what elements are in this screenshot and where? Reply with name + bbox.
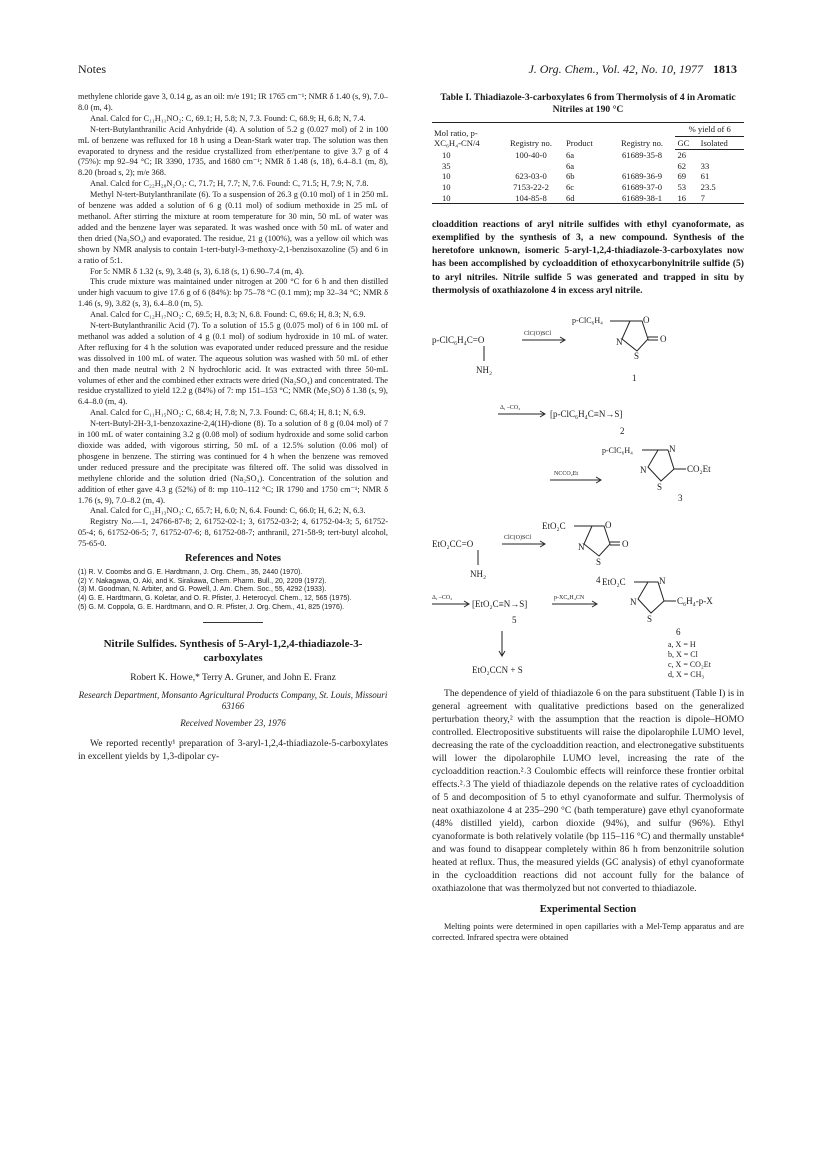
table-cell: 69: [677, 171, 687, 182]
received-date: Received November 23, 1976: [180, 718, 286, 729]
scheme-r1-reagent: ClC(O)SCl: [524, 330, 552, 337]
yield-table: [432, 122, 744, 204]
table-group-header: % yield of 6: [675, 123, 744, 137]
table-cell: [609, 161, 676, 172]
left-column: [78, 92, 388, 763]
table-header: Mol ratio, p-XC₆H₄-CN/4: [432, 123, 498, 150]
scheme-r1-nh2: NH₂: [476, 364, 493, 375]
table-cell: 104-85-8: [498, 193, 564, 204]
table-cell: 7153-22-2: [513, 181, 549, 192]
scheme-r5-reagent2: p-XC₆H₄CN: [554, 594, 585, 601]
table-cell: 6d: [564, 193, 609, 204]
article-title: Nitrile Sulfides. Synthesis of 5-Aryl-1,2,4-thiadiazole-3-carboxylates: [103, 638, 363, 665]
scheme-r6-S: S: [647, 613, 653, 624]
paragraph: methylene chloride gave 3, 0.14 g, as an oil: m/e 191; IR 1765 cm⁻¹; NMR δ 1.40 (s, 9), 7.0–8.0 (m, 4).: [78, 92, 388, 112]
scheme-r3-ester: CO₂Et: [687, 463, 711, 474]
table-header: Product: [564, 123, 609, 150]
scheme-ring: [648, 450, 674, 481]
references-list: [78, 569, 388, 613]
paragraph: N-tert-Butylanthranilic Acid (7). To a solution of 15.5 g (0.075 mol) of 6 in 100 mL of methanol was added a solution of 4 g (0.1 mol) of sodium hydroxide in 10 mL of water. After refluxing for 4 h the solution was evaporated under reduced pressure and the residue was dissolved in 100 mL of water. The aqueous solution was washed with 50 mL of ether and then made neutral with 2 N hydrochloric acid. It was extracted with three 50-mL volumes of ether and the combined ether extracts were dried (Na₂SO₄) and concentrated. The residue crystallized to yield 12.2 g (84%) of 7: mp 151–153 °C; NMR (Me₂SO) δ 1.38 (s, 9), 6.4–8.0 (m, 4).: [78, 321, 388, 407]
scheme-r3-S: S: [657, 481, 663, 492]
reference-item: (2) Y. Nakagawa, O. Aki, and K. Sirakawa, Chem. Pharm. Bull., 20, 2209 (1972).: [78, 577, 327, 585]
table-cell: [699, 150, 744, 161]
table-body: [432, 150, 744, 204]
scheme-r3-reagent: NCCO₂Et: [554, 470, 579, 477]
scheme-r5-num: 5: [512, 614, 517, 625]
paragraph: N-tert-Butyl-2H-3,1-benzoxazine-2,4(1H)-dione (8). To a solution of 8 g (0.04 mol) of 7 in 100 mL of water containing 3.2 g (0.08 mol) of sodium hydroxide and some solid carbon dioxide was added, with vigorous stirring, 50 mL of a 12.5% solution (0.06 mol) of phosgene in benzene. The stirring was continued for 4 h when the benzene was removed under reduced pressure and the precipitate was filtered off. The solid was dissolved in methylene chloride and the solution dried (Na₂SO₄). Concentration of the solution and addition of ether gave 4.3 g (52%) of 8: mp 110–112 °C; IR 1790 and 1750 cm⁻¹; NMR δ 1.76 (s, 9), 7.0–8.2 (m, 4).: [78, 419, 388, 505]
reference-item: (4) G. E. Hardtmann, G. Koletar, and O. R. Pfister, J. Heterocycl. Chem., 12, 565 (1975).: [78, 595, 352, 603]
journal-citation: J. Org. Chem., Vol. 42, No. 10, 1977: [528, 62, 703, 76]
table-cell: 623-03-0: [515, 171, 547, 182]
table-cell: 61689-36-9: [622, 171, 663, 182]
scheme-r1-N: N: [616, 336, 623, 347]
table-cell: 6a: [566, 149, 575, 160]
table-cell: 7: [699, 193, 744, 204]
paragraph: Anal. Calcd for C₁₂H₁₃NO₃: C, 65.7; H, 6.0; N, 6.4. Found: C, 66.0; H, 6.2; N, 6.3.: [90, 506, 366, 516]
scheme-ring: [622, 321, 648, 351]
scheme-r3-num: 3: [678, 492, 683, 503]
paragraph: Anal. Calcd for C₁₁H₁₅NO₂: C, 68.4; H, 7.8; N, 7.3. Found: C, 68.4; H, 8.1; N, 6.9.: [90, 408, 366, 418]
paragraph: The dependence of yield of thiadiazole 6 on the para substituent (Table I) is in general agreement with qualitative predictions based on the generalized perturbation theory,² with the assumption that the reaction is dipole–HOMO controlled. Electropositive substituents will raise the dipolarophile LUMO level, decreasing the rate of the cycloaddition reaction, and electronegative substituents will lower the dipolarophile LUMO level, increasing the rate of the cycloaddition reaction.²˒3 Coulombic effects will reinforce these frontier orbital effects.²˒3 The yield of thiadiazole depends on the relative rates of cycloaddition of 5 and decomposition of 5 to ethyl cyanoformate and sulfur. Thermolysis of neat oxathiazolone 4 at 235–290 °C (bath temperature) gave ethyl cyanoformate (48% distilled yield), carbon dioxide (94%), and sulfur (96%). Ethyl cyanoformate is both relatively volatile (bp 115–116 °C) and thermally unstable⁴ and was found to disappear completely within 86 h from benzonitrile solution heated at reflux. Thus, the measured yields (GC analysis) of ethyl cyanoformate in the cycloaddition reactions did not account fully for the balance of oxathiazolone that was thermolyzed but not converted to thiadiazole.: [432, 687, 744, 894]
paragraph: Anal. Calcd for C₁₂H₁₇NO₂: C, 69.5; H, 8.3; N, 6.8. Found: C, 69.6; H, 8.3; N, 6.9.: [90, 310, 366, 320]
scheme-r2-reagent: Δ, –CO₂: [500, 404, 521, 411]
table-cell: 26: [677, 150, 687, 161]
scheme-r1-carbonyl: O: [660, 333, 667, 344]
table-cell: 53: [677, 181, 687, 192]
scheme-decomposition: EtO₂CCN + S: [472, 664, 523, 675]
author-affiliation: Research Department, Monsanto Agricultural Products Company, St. Louis, Missouri 63166: [78, 690, 388, 712]
right-column: [432, 92, 744, 943]
table-cell: 100-40-0: [515, 149, 547, 160]
scheme-r3-N2: N: [640, 464, 647, 475]
table-cell: 10: [442, 149, 451, 160]
scheme-drawing: [432, 301, 744, 685]
table-cell: 61689-35-8: [622, 149, 663, 160]
scheme-ring: [584, 526, 610, 556]
scheme-r4-reagent: ClC(O)SCl: [504, 534, 532, 541]
table-cell: [498, 161, 564, 172]
scheme-r3-N1: N: [669, 443, 676, 454]
table-cell: 33: [700, 160, 710, 171]
divider: [203, 622, 263, 623]
running-header-journal: [528, 62, 737, 77]
table-cell: 61689-37-0: [622, 181, 663, 192]
scheme-r1-O: O: [643, 314, 650, 325]
intro-paragraph: We reported recently¹ preparation of 3-aryl-1,2,4-thiadiazole-5-carboxylates in excellent yields by 1,3-dipolar cy-: [78, 738, 388, 763]
table-cell: 23.5: [700, 181, 716, 192]
scheme-r6-legend-d: d, X = CH₃: [668, 669, 705, 679]
scheme-r5-reagent: Δ, –CO₂: [432, 594, 453, 601]
paragraph: Anal. Calcd for C₁₁H₁₁NO₂: C, 69.1; H, 5.8; N, 7.3. Found: C, 68.9; H, 6.8; N, 7.4.: [90, 113, 366, 123]
scheme-r1-left: p-ClC₆H₄C=O: [432, 334, 485, 345]
table-cell: 6b: [566, 171, 575, 182]
table-cell: 16: [675, 193, 698, 204]
scheme-r2-num: 2: [620, 425, 625, 436]
paragraph: For 5: NMR δ 1.32 (s, 9), 3.48 (s, 3), 6.18 (s, 1) 6.90–7.4 (m, 4).: [90, 266, 304, 276]
table-cell: 61: [700, 171, 710, 182]
table-cell: 61689-38-1: [609, 193, 676, 204]
paragraph: Methyl N-tert-Butylanthranilate (6). To a suspension of 26.3 g (0.10 mol) of 1 in 250 mL of benzene was added a solution of 6 g (0.11 mol) of sodium methoxide in 25 mL of methanol. After stirring the mixture at room temperature for 30 min, 50 mL of water was added and the benzene layer was separated. It was washed once with 50 mL of water and then dried (Na₂SO₄) and evaporated. The residue, 21 g (100%), was a yellow oil which was shown by NMR analysis to contain 1-tert-butyl-3-methoxy-2,1-benzisoxazoline (5) and 6 in a ratio of 5:1.: [78, 190, 388, 265]
table-caption: Table I. Thiadiazole-3-carboxylates 6 from Thermolysis of 4 in Aromatic Nitriles at 190 °C: [440, 92, 736, 115]
scheme-r4-N: N: [578, 541, 585, 552]
table-header: Registry no.: [609, 123, 676, 150]
table-row: [432, 161, 744, 172]
scheme-r4-nh2: NH₂: [470, 568, 487, 579]
scheme-r6-N2: N: [630, 596, 637, 607]
table-cell: 10: [442, 181, 451, 192]
reference-item: (5) G. M. Coppola, G. E. Hardtmann, and O. R. Pfister, J. Org. Chem., 41, 825 (1976).: [78, 603, 345, 611]
table-cell: 10: [442, 171, 451, 182]
table-row: [432, 150, 744, 161]
scheme-r4-carbonyl: O: [622, 538, 629, 549]
reference-item: (3) M. Goodman, N. Arbiter, and G. Powell, J. Am. Chem. Soc., 55, 4292 (1933).: [78, 586, 327, 594]
table-cell: 6c: [566, 181, 575, 192]
table-cell: 6a: [566, 160, 575, 171]
scheme-r4-S: S: [596, 556, 602, 567]
scheme-r1-sub: p-ClC₆H₄: [572, 315, 603, 325]
paragraph: This crude mixture was maintained under nitrogen at 200 °C for 6 h and then distilled under high vacuum to give 17.6 g of 6 (84%): bp 75–78 °C (0.1 mm); mp 32–34 °C; NMR δ 1.46 (s, 9), 3.82 (s, 3), 6.4–8.0 (m, 5).: [78, 277, 388, 309]
paragraph: N-tert-Butylanthranilic Acid Anhydride (4). A solution of 5.2 g (0.027 mol) of 2 in 100 mL of benzene was refluxed for 18 h using a Dean-Stark water trap. The solution was then evaporated to dryness and the residue crystallized from ether/pentane to give 3.7 g of 4 (75%): mp 92–94 °C; IR 3390, 1735, and 1680 cm⁻¹; NMR δ 1.48 (s, 18), 6.4–8.1 (m, 8), 8.20 (broad s, 2); m/e 368.: [78, 124, 388, 178]
scheme-r5-product: [EtO₂C≡N→S]: [472, 598, 528, 609]
registry-numbers: Registry No.—1, 24766-87-8; 2, 61752-02-1; 3, 61752-03-2; 4, 61752-04-3; 5, 61752-05-4; 6, 61752-06-5; 7, 61752-07-6; 8, 61752-08-7; anthranil, 271-58-9; tert-butyl alcohol, 75-65-0.: [78, 517, 388, 549]
references-heading: References and Notes: [184, 553, 282, 565]
paragraph: Anal. Calcd for C₂₂H₂₈N₂O₃: C, 71.7; H, 7.7; N, 7.6. Found: C, 71.5; H, 7.9; N, 7.8.: [90, 179, 369, 189]
table-cell: 35: [442, 160, 451, 171]
scheme-r4-sub: EtO₂C: [542, 520, 566, 531]
running-header-section: Notes: [78, 62, 106, 76]
scheme-r3-sub: p-ClC₆H₄: [602, 445, 633, 455]
table-row: [432, 182, 744, 193]
page-number: 1813: [713, 62, 737, 76]
table-header: GC: [675, 136, 698, 150]
table-header: Isolated: [699, 136, 744, 150]
scheme-r1-num: 1: [632, 372, 637, 383]
scheme-r1-S: S: [634, 350, 640, 361]
experimental-heading: Experimental Section: [539, 903, 637, 915]
article-authors: Robert K. Howe,* Terry A. Gruner, and John E. Franz: [130, 673, 336, 684]
paragraph: cloaddition reactions of aryl nitrile sulfides with ethyl cyanoformate, as exemplified by the synthesis of 3, a new compound. Synthesis of the heretofore unknown, isomeric 5-aryl-1,2,4-thiadiazole-3-carboxylates now has been accomplished by cycloaddition of ethoxycarbonylnitrile sulfide (5) to aryl nitriles. Nitrile sulfide 5 was generated and trapped in situ by thermolysis of oxathiazolone 4 in excess aryl nitrile.: [432, 219, 744, 296]
table-cell: 10: [432, 193, 498, 204]
scheme-r6-sub: EtO₂C: [602, 576, 626, 587]
table-row: [432, 193, 744, 204]
scheme-r6-N1: N: [659, 575, 666, 586]
table-row: [432, 171, 744, 182]
scheme-ring: [638, 582, 664, 613]
scheme-r4-num: 4: [596, 574, 601, 585]
scheme-r6-num: 6: [676, 626, 681, 637]
scheme-r6-legend-a: a, X = H: [668, 639, 696, 649]
scheme-r6-legend-c: c, X = CO₂Et: [668, 659, 711, 669]
reaction-scheme: [432, 301, 744, 685]
table-header: Registry no.: [498, 123, 564, 150]
scheme-r4-left: EtO₂CC=O: [432, 538, 474, 549]
reference-item: (1) R. V. Coombs and G. E. Hardtmann, J. Org. Chem., 35, 2440 (1970).: [78, 568, 303, 576]
scheme-r6-aryl: C₆H₄-p-X: [677, 595, 713, 606]
scheme-r4-O: O: [605, 519, 612, 530]
scheme-r2-product: [p-ClC₆H₄C≡N→S]: [550, 408, 623, 419]
scheme-r6-legend-b: b, X = Cl: [668, 649, 698, 659]
paragraph: Melting points were determined in open capillaries with a Mel-Temp apparatus and are corrected. Infrared spectra were obtained: [432, 921, 744, 942]
table-cell: 62: [677, 160, 687, 171]
